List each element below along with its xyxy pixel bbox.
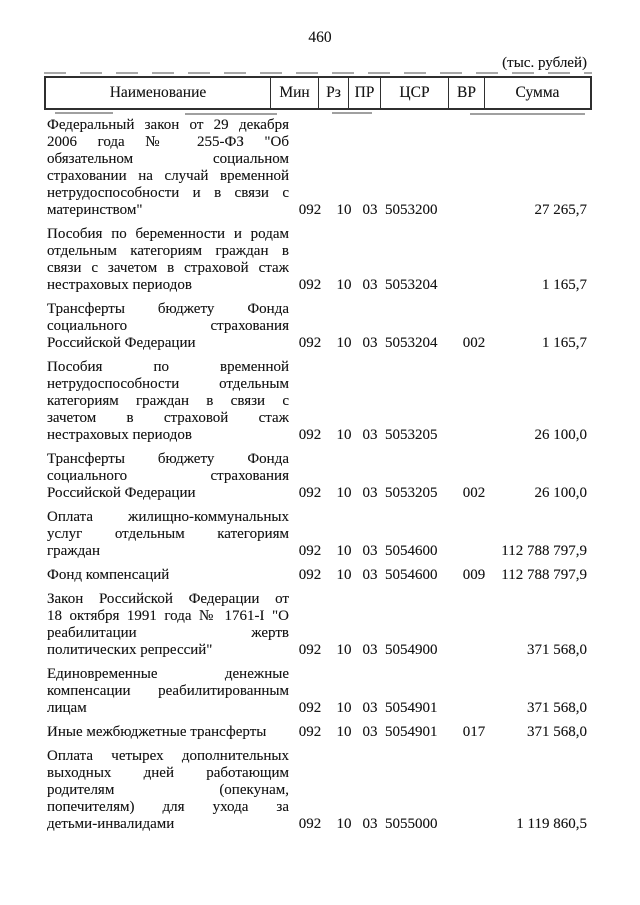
name-line: Оплата жилищно-коммунальных — [47, 509, 289, 525]
name-line: политических репрессий" — [47, 642, 213, 658]
scan-artifact — [332, 112, 372, 114]
cell-pr: 03 — [362, 543, 378, 559]
cell-pr: 03 — [362, 277, 378, 293]
cell-csr: 5053200 — [385, 202, 438, 218]
cell-vr: 009 — [462, 567, 486, 583]
name-line: Российской Федерации — [47, 335, 196, 351]
name-line: зачетом в страховой стаж — [47, 410, 289, 426]
name-line: Единовременные денежные — [47, 666, 289, 682]
cell-sum: 112 788 797,9 — [501, 567, 587, 583]
cell-csr: 5054600 — [385, 567, 438, 583]
cell-rz: 10 — [336, 543, 352, 559]
cell-csr: 5053204 — [385, 277, 438, 293]
column-header-vr: ВР — [448, 78, 484, 108]
name-line: Федеральный закон от 29 декабря — [47, 117, 289, 133]
cell-min: 092 — [298, 202, 322, 218]
cell-min: 092 — [298, 642, 322, 658]
cell-csr: 5053205 — [385, 485, 438, 501]
name-line: Российской Федерации — [47, 485, 196, 501]
name-line: попечителям) для ухода за — [47, 799, 289, 815]
name-line: социального страхования — [47, 468, 289, 484]
cell-csr: 5053204 — [385, 335, 438, 351]
cell-sum: 27 265,7 — [534, 202, 587, 218]
cell-csr: 5054600 — [385, 543, 438, 559]
cell-sum: 26 100,0 — [534, 485, 587, 501]
table-row — [47, 591, 587, 659]
cell-name — [47, 666, 289, 717]
name-line: нестраховых периодов — [47, 277, 192, 293]
name-line: Трансферты бюджету Фонда — [47, 301, 289, 317]
cell-sum: 26 100,0 — [534, 427, 587, 443]
cell-vr: 017 — [462, 724, 486, 740]
cell-rz: 10 — [336, 700, 352, 716]
name-line: реабилитации жертв — [47, 625, 289, 641]
cell-sum: 371 568,0 — [527, 642, 587, 658]
cell-sum: 371 568,0 — [527, 700, 587, 716]
cell-min: 092 — [298, 700, 322, 716]
cell-pr: 03 — [362, 485, 378, 501]
cell-rz: 10 — [336, 202, 352, 218]
page-number: 460 — [308, 29, 332, 46]
column-header-min: Мин — [270, 78, 318, 108]
cell-sum: 112 788 797,9 — [501, 543, 587, 559]
cell-sum: 1 119 860,5 — [516, 816, 587, 832]
cell-rz: 10 — [336, 485, 352, 501]
name-line: граждан — [47, 543, 100, 559]
cell-min: 092 — [298, 567, 322, 583]
name-line: обязательном социальном — [47, 151, 289, 167]
cell-rz: 10 — [336, 724, 352, 740]
cell-pr: 03 — [362, 202, 378, 218]
budget-table-body — [47, 117, 587, 840]
name-line: Пособия по временной — [47, 359, 289, 375]
table-row — [47, 451, 587, 502]
name-line: выходных дней работающим — [47, 765, 289, 781]
column-header-name: Наименование — [109, 84, 207, 101]
table-row — [47, 748, 587, 833]
name-line: Трансферты бюджету Фонда — [47, 451, 289, 467]
cell-sum: 1 165,7 — [542, 335, 587, 351]
cell-rz: 10 — [336, 427, 352, 443]
cell-name — [47, 509, 289, 560]
name-line: социального страхования — [47, 318, 289, 334]
cell-rz: 10 — [336, 277, 352, 293]
cell-pr: 03 — [362, 724, 378, 740]
column-header-rz: Рз — [318, 78, 348, 108]
name-line: Фонд компенсаций — [47, 567, 170, 583]
cell-min: 092 — [298, 277, 322, 293]
cell-min: 092 — [298, 816, 322, 832]
cell-rz: 10 — [336, 642, 352, 658]
cell-csr: 5055000 — [385, 816, 438, 832]
cell-name — [47, 301, 289, 352]
cell-vr: 002 — [462, 485, 486, 501]
column-header-sum: Сумма — [484, 78, 590, 108]
cell-pr: 03 — [362, 335, 378, 351]
cell-csr: 5054901 — [385, 724, 438, 740]
cell-csr: 5053205 — [385, 427, 438, 443]
column-header-csr: ЦСР — [380, 78, 448, 108]
name-line: Пособия по беременности и родам — [47, 226, 289, 242]
table-row — [47, 359, 587, 444]
name-line: нестраховых периодов — [47, 427, 192, 443]
scan-artifact — [470, 113, 585, 115]
cell-pr: 03 — [362, 567, 378, 583]
cell-min: 092 — [298, 335, 322, 351]
cell-sum: 371 568,0 — [527, 724, 587, 740]
name-line: компенсации реабилитированным — [47, 683, 289, 699]
cell-name — [47, 724, 289, 741]
name-line: 2006 года № 255-ФЗ "Об — [47, 134, 289, 150]
name-line: Иные межбюджетные трансферты — [47, 724, 267, 740]
name-line: страховании на случай временной — [47, 168, 289, 184]
cell-sum: 1 165,7 — [542, 277, 587, 293]
cell-name — [47, 567, 289, 584]
cell-pr: 03 — [362, 642, 378, 658]
cell-name — [47, 591, 289, 659]
cell-name — [47, 748, 289, 833]
cell-vr: 002 — [462, 335, 486, 351]
scan-artifact — [55, 112, 113, 114]
name-line: Оплата четырех дополнительных — [47, 748, 289, 764]
table-row — [47, 509, 587, 560]
cell-min: 092 — [298, 543, 322, 559]
cell-pr: 03 — [362, 700, 378, 716]
name-line: лицам — [47, 700, 87, 716]
cell-min: 092 — [298, 485, 322, 501]
cell-rz: 10 — [336, 816, 352, 832]
table-row — [47, 666, 587, 717]
cell-csr: 5054900 — [385, 642, 438, 658]
cell-min: 092 — [298, 427, 322, 443]
cell-name — [47, 226, 289, 294]
name-line: 18 октября 1991 года № 1761-I "О — [47, 608, 289, 624]
cell-pr: 03 — [362, 816, 378, 832]
cell-name — [47, 451, 289, 502]
table-row — [47, 724, 587, 741]
name-line: родителям (опекунам, — [47, 782, 289, 798]
name-line: нетрудоспособности и в связи с — [47, 185, 289, 201]
table-row — [47, 567, 587, 584]
cell-pr: 03 — [362, 427, 378, 443]
cell-min: 092 — [298, 724, 322, 740]
cell-name — [47, 117, 289, 219]
table-row — [47, 117, 587, 219]
table-row — [47, 301, 587, 352]
name-line: нетрудоспособности отдельным — [47, 376, 289, 392]
name-line: категориям граждан в связи с — [47, 393, 289, 409]
name-line: детьми-инвалидами — [47, 816, 175, 832]
cell-rz: 10 — [336, 567, 352, 583]
table-row — [47, 226, 587, 294]
units-note: (тыс. рублей) — [502, 55, 587, 71]
name-line: материнством" — [47, 202, 143, 218]
cell-csr: 5054901 — [385, 700, 438, 716]
cell-rz: 10 — [336, 335, 352, 351]
budget-table-header — [44, 76, 592, 110]
name-line: отдельным категориям граждан в — [47, 243, 289, 259]
name-line: связи с зачетом в страховой стаж — [47, 260, 289, 276]
scan-artifact — [185, 113, 277, 115]
cell-name — [47, 359, 289, 444]
name-line: услуг отдельным категориям — [47, 526, 289, 542]
column-header-pr: ПР — [348, 78, 380, 108]
name-line: Закон Российской Федерации от — [47, 591, 289, 607]
scan-artifact — [44, 72, 592, 74]
